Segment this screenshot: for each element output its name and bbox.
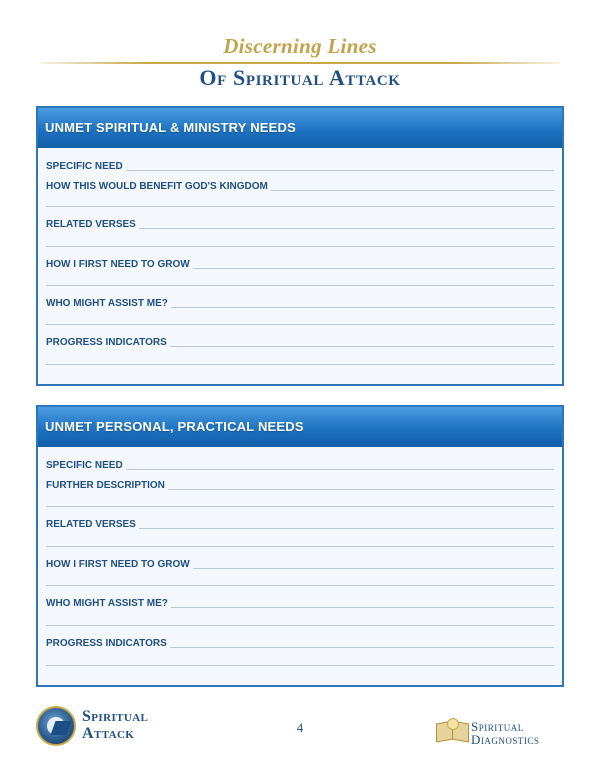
page-title: Discerning Lines	[223, 34, 377, 58]
writing-line[interactable]	[46, 246, 554, 247]
field-label: HOW I FIRST NEED TO GROW	[46, 259, 193, 270]
writing-line[interactable]	[46, 285, 554, 286]
field-label: RELATED VERSES	[46, 519, 139, 530]
field-specific-need[interactable]	[46, 156, 554, 174]
writing-line[interactable]	[46, 665, 554, 666]
panel-heading: UNMET PERSONAL, PRACTICAL NEEDS	[38, 407, 562, 447]
field-further-description[interactable]	[46, 475, 554, 493]
writing-line[interactable]	[46, 364, 554, 365]
logo-line-1: Spiritual	[82, 708, 149, 725]
field-label: HOW THIS WOULD BENEFIT GOD'S KINGDOM	[46, 181, 271, 192]
field-label: PROGRESS INDICATORS	[46, 638, 170, 649]
field-related-verses[interactable]	[46, 514, 554, 532]
field-how-to-grow[interactable]	[46, 254, 554, 272]
field-label: HOW I FIRST NEED TO GROW	[46, 559, 193, 570]
field-specific-need[interactable]	[46, 455, 554, 473]
logo-line-2: Diagnostics	[471, 732, 540, 747]
field-progress-indicators[interactable]	[46, 332, 554, 350]
logo-text	[471, 720, 539, 746]
field-how-to-grow[interactable]	[46, 554, 554, 572]
field-who-might-assist[interactable]	[46, 593, 554, 611]
writing-line[interactable]	[46, 585, 554, 586]
writing-line[interactable]	[46, 206, 554, 207]
title-divider	[40, 62, 560, 64]
field-benefit-kingdom[interactable]	[46, 176, 554, 194]
spiritual-diagnostics-logo	[436, 714, 576, 750]
field-label: PROGRESS INDICATORS	[46, 337, 170, 348]
panel-heading: UNMET SPIRITUAL & MINISTRY NEEDS	[38, 108, 562, 148]
field-label: FURTHER DESCRIPTION	[46, 480, 168, 491]
writing-line[interactable]	[46, 625, 554, 626]
field-progress-indicators[interactable]	[46, 633, 554, 651]
field-label: RELATED VERSES	[46, 219, 139, 230]
logo-line-2: Attack	[82, 725, 135, 742]
personal-practical-needs-panel	[36, 405, 564, 687]
field-related-verses[interactable]	[46, 214, 554, 232]
field-label: SPECIFIC NEED	[46, 460, 126, 471]
field-label: SPECIFIC NEED	[46, 161, 126, 172]
open-book-icon	[436, 718, 468, 740]
logo-line-1: Spiritual	[471, 719, 524, 734]
field-label: WHO MIGHT ASSIST ME?	[46, 598, 171, 609]
field-label: WHO MIGHT ASSIST ME?	[46, 298, 171, 309]
spiritual-ministry-needs-panel	[36, 106, 564, 386]
writing-line[interactable]	[46, 506, 554, 507]
writing-line[interactable]	[46, 324, 554, 325]
page-subtitle: Of Spiritual Attack	[199, 65, 401, 90]
page-number: 4	[296, 720, 304, 735]
writing-line[interactable]	[46, 546, 554, 547]
field-who-might-assist[interactable]	[46, 293, 554, 311]
